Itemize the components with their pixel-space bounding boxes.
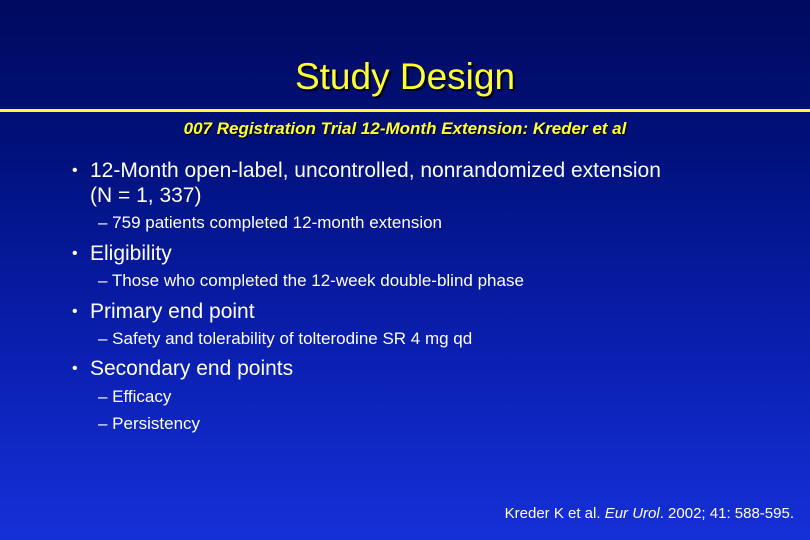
bullet-text: Secondary end points bbox=[90, 357, 294, 380]
sub-bullet: – Efficacy bbox=[98, 387, 172, 406]
bullet-icon: • bbox=[72, 360, 78, 377]
citation-journal: Eur Urol bbox=[604, 505, 660, 522]
sub-bullet: – 759 patients completed 12-month extension bbox=[98, 213, 443, 232]
citation-authors: Kreder K et al. bbox=[504, 505, 605, 522]
bullet-text: Eligibility bbox=[90, 242, 172, 265]
bullet-icon: • bbox=[72, 162, 78, 179]
bullet-item bbox=[72, 158, 661, 208]
bullet-text-cont: (N = 1, 337) bbox=[90, 184, 202, 207]
citation-details: . 2002; 41: 588-595. bbox=[659, 505, 794, 522]
bullet-item bbox=[72, 241, 172, 266]
bullet-icon: • bbox=[72, 245, 78, 262]
citation bbox=[505, 505, 794, 522]
bullet-item bbox=[72, 356, 293, 381]
sub-bullet: – Those who completed the 12-week double-blind phase bbox=[98, 271, 524, 290]
sub-bullet: – Persistency bbox=[98, 414, 201, 433]
sub-bullet: – Safety and tolerability of tolterodine SR 4 mg qd bbox=[98, 329, 473, 348]
title-divider bbox=[0, 109, 810, 112]
bullet-text: 12-Month open-label, uncontrolled, nonrandomized extension bbox=[90, 159, 661, 182]
slide-subtitle: 007 Registration Trial 12-Month Extension: Kreder et al bbox=[183, 119, 627, 138]
bullet-icon: • bbox=[72, 303, 78, 320]
slide-title: Study Design bbox=[294, 56, 516, 97]
bullet-item bbox=[72, 299, 255, 324]
bullet-text: Primary end point bbox=[90, 300, 255, 323]
